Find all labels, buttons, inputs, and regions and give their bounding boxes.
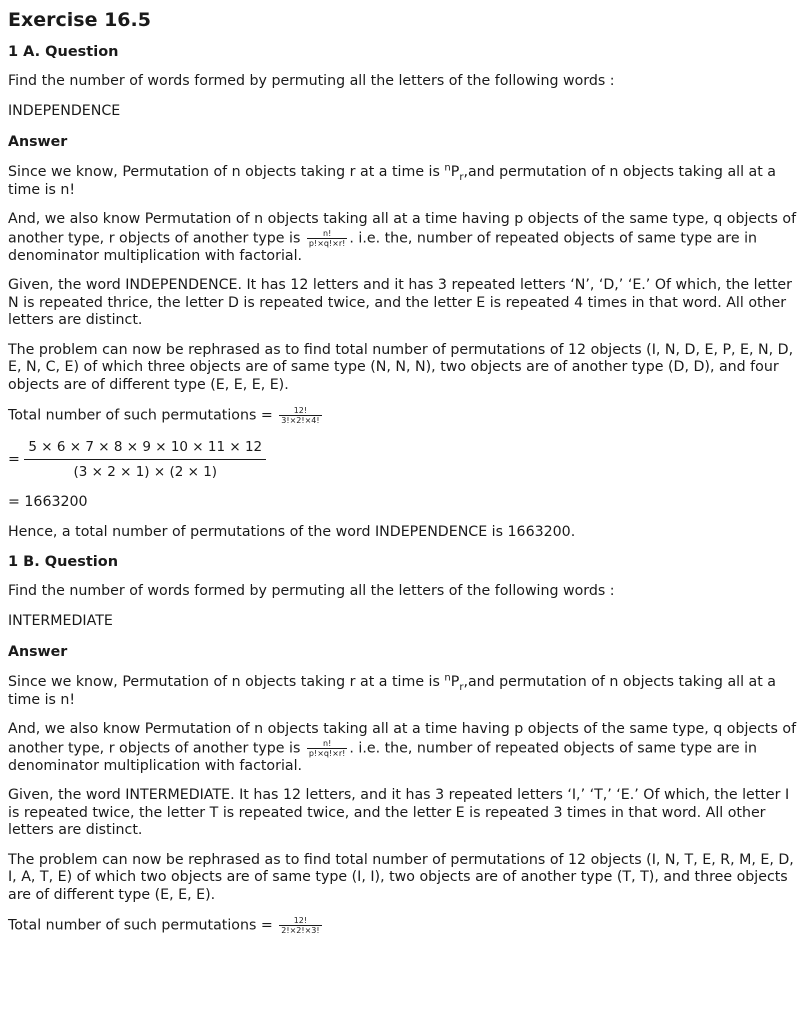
question-heading: 1 B. Question: [8, 554, 119, 570]
question-1a: [8, 43, 803, 541]
total-fraction: $\frac{12!}{3!\times 2!\times 4!}$: [281, 406, 320, 425]
exercise-title: Exercise 16.5: [8, 9, 151, 31]
question-heading: 1 A. Question: [8, 44, 119, 60]
question-word: INTERMEDIATE: [8, 612, 113, 629]
repeated-permutation-formula: And, we also know Permutation of n objects taking all at a time having p objects of the same type, q objects of another type, r objects of another type is $\frac{n!}{p!\times q!\times r!}$ . i.e. the, number of repeated objects of same type are in denominator multiplication with factorial.: [8, 211, 797, 264]
total-fraction: $\frac{12!}{2!\times 2!\times 3!}$: [281, 916, 320, 935]
problem-rephrase: The problem can now be rephrased as to find total number of permutations of 12 objects (I, N, D, E, P, E, N, D, E, N, C, E) of which three objects are of same type (N, N, N), two objects are of another type (D, D), and four objects are of different type (E, E, E, E).: [8, 341, 794, 393]
document-page: [8, 8, 803, 947]
formula-fraction: $\frac{n!}{p!\times q!\times r!}$: [308, 228, 346, 248]
question-word: INDEPENDENCE: [8, 102, 121, 119]
formula-fraction: $\frac{n!}{p!\times q!\times r!}$: [308, 738, 346, 758]
answer-label: Answer: [8, 134, 68, 150]
problem-rephrase: The problem can now be rephrased as to find total number of permutations of 12 objects (I, N, T, E, R, M, E, D, I, A, T, E) of which two objects are of same type (I, I), two objects are of another type (T, T), and three objects are of different type (E, E, E).: [8, 851, 794, 903]
simplification-fraction: $\frac{5 \times 6 \times 7 \times 8 \times 9 \times 10 \times 11 \times 12}{(3 \times 2 \times 1) \times (2 \times 1)}$: [24, 437, 266, 482]
answer-label: Answer: [8, 644, 68, 660]
simplification-step: = $\frac{5 \times 6 \times 7 \times 8 \times 9 \times 10 \times 11 \times 12}{(3 \times 2 \times 1) \times (2 \times 1)}$: [8, 437, 803, 482]
total-permutations-line: Total number of such permutations = $\frac{12!}{3!\times 2!\times 4!}$: [8, 406, 320, 425]
question-text: Find the number of words formed by permuting all the letters of the following words :: [8, 73, 615, 89]
conclusion: Hence, a total number of permutations of the word INDEPENDENCE is 1663200.: [8, 523, 576, 540]
given-word-analysis: Given, the word INTERMEDIATE. It has 12 letters, and it has 3 repeated letters ‘I,’ ‘T,’ ‘E.’ Of which, the letter I is repeated twice, the letter T is repeated twice, and the letter E is repeated 3 times in that word. All other letters are distinct.: [8, 787, 790, 838]
question-text: Find the number of words formed by permuting all the letters of the following words :: [8, 583, 615, 599]
given-word-analysis: Given, the word INDEPENDENCE. It has 12 letters and it has 3 repeated letters ‘N’, ‘D,’ ‘E.’ Of which, the letter N is repeated thrice, the letter D is repeated twice, and the letter E is repeated 4 times in that word. All other letters are distinct.: [8, 277, 792, 328]
permutation-definition: Since we know, Permutation of n objects taking r at a time is $^nP_r,and$ permutation of n objects taking all at a time is n!: [8, 162, 776, 198]
result-value: = 1663200: [8, 494, 88, 510]
permutation-definition: Since we know, Permutation of n objects taking r at a time is $^nP_r,and$ permutation of n objects taking all at a time is n!: [8, 672, 776, 708]
repeated-permutation-formula: And, we also know Permutation of n objects taking all at a time having p objects of the same type, q objects of another type, r objects of another type is $\frac{n!}{p!\times q!\times r!}$ . i.e. the, number of repeated objects of same type are in denominator multiplication with factorial.: [8, 721, 797, 774]
total-permutations-line: Total number of such permutations = $\frac{12!}{2!\times 2!\times 3!}$: [8, 916, 320, 935]
question-1b: [8, 553, 803, 935]
